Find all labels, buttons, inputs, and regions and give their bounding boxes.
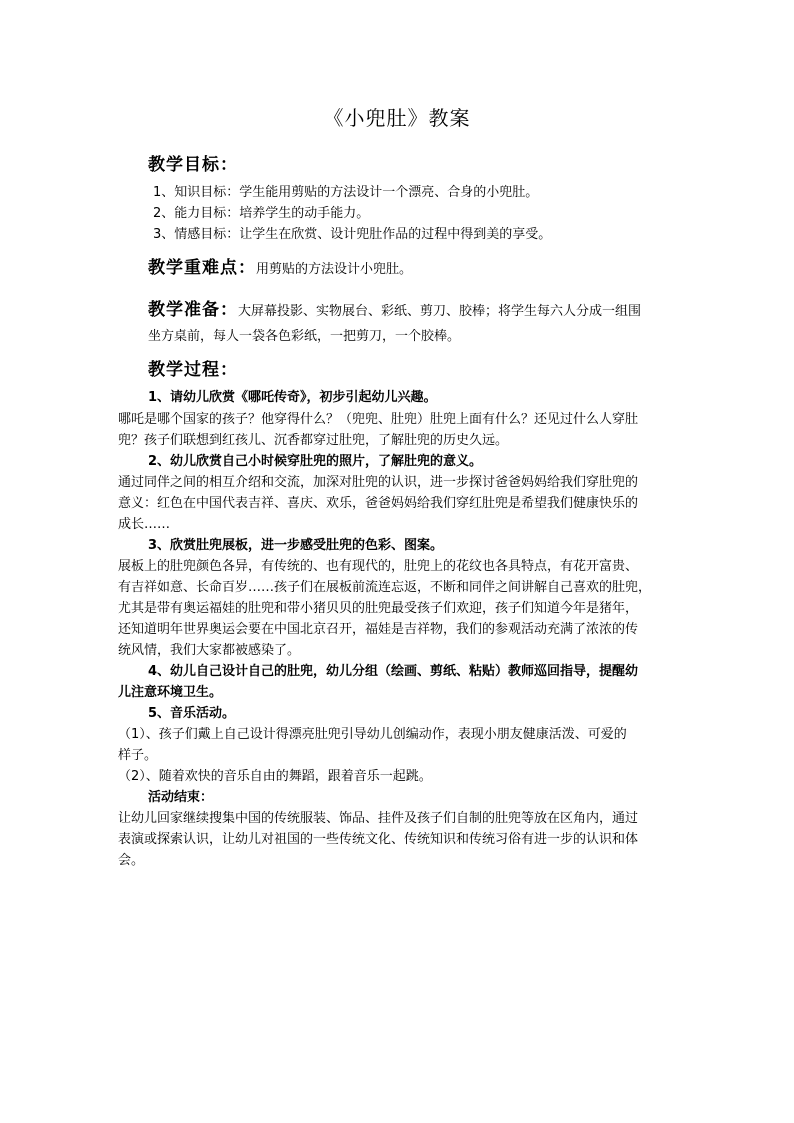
- step-3-text-1: 展板上的肚兜颜色各异，有传统的、也有现代的，肚兜上的花纹也各具特点，有花开富贵、: [118, 559, 639, 574]
- step-2-text-3: 成长……: [118, 517, 171, 532]
- step-2-title: 2、幼儿欣赏自己小时候穿肚兜的照片，了解肚兜的意义。: [148, 454, 483, 469]
- goals-heading: 教学目标：: [148, 155, 238, 175]
- end-title: 活动结束：: [148, 790, 214, 805]
- step-2-text-1: 通过同伴之间的相互介绍和交流，加深对肚兜的认识，进一步探讨爸爸妈妈给我们穿肚兜的: [118, 475, 639, 490]
- step-5-item-1a: （1）、孩子们戴上自己设计得漂亮肚兜引导幼儿创编动作，表现小朋友健康活泼、可爱的: [118, 727, 627, 742]
- step-1-text-1: 哪吒是哪个国家的孩子？他穿得什么？（兜兜、肚兜）肚兜上面有什么？还见过什么人穿肚: [118, 412, 639, 427]
- step-3-title: 3、欣赏肚兜展板，进一步感受肚兜的色彩、图案。: [148, 538, 444, 553]
- difficulty-heading-label: 教学重难点：: [148, 258, 256, 278]
- step-5-title: 5、音乐活动。: [148, 706, 236, 721]
- prep-text-2: 坐方桌前，每人一袋各色彩纸，一把剪刀，一个胶棒。: [148, 329, 461, 344]
- end-text-3: 会。: [118, 853, 145, 868]
- goal-item-1: 1、知识目标：学生能用剪贴的方法设计一个漂亮、合身的小兜肚。: [153, 185, 539, 200]
- process-heading: 教学过程：: [148, 360, 238, 380]
- goal-item-2: 2、能力目标：培养学生的动手能力。: [153, 206, 370, 221]
- step-3-text-3: 尤其是带有奥运福娃的肚兜和带小猪贝贝的肚兜最受孩子们欢迎，孩子们知道今年是猪年，: [118, 601, 639, 616]
- end-text-1: 让幼儿回家继续搜集中国的传统服装、饰品、挂件及孩子们自制的肚兜等放在区角内，通过: [118, 811, 639, 826]
- step-2-text-2: 意义：红色在中国代表吉祥、喜庆、欢乐，爸爸妈妈给我们穿红肚兜是希望我们健康快乐的: [118, 496, 639, 511]
- end-text-2: 表演或探索认识，让幼儿对祖国的一些传统文化、传统知识和传统习俗有进一步的认识和体: [118, 832, 639, 847]
- goal-item-3: 3、情感目标：让学生在欣赏、设计兜肚作品的过程中得到美的享受。: [153, 227, 552, 242]
- step-3-text-5: 统风情，我们大家都被感染了。: [118, 643, 301, 658]
- difficulty-heading: [148, 253, 412, 278]
- step-1-title: 1、请幼儿欣赏《哪吒传奇》，初步引起幼儿兴趣。: [148, 390, 437, 405]
- step-3-text-2: 有吉祥如意、长命百岁……孩子们在展板前流连忘返，不断和同伴之间讲解自己喜欢的肚兜，: [118, 580, 652, 595]
- step-3-text-4: 还知道明年世界奥运会要在中国北京召开，福娃是吉祥物，我们的参观活动充满了浓浓的传: [118, 622, 639, 637]
- step-5-item-1b: 样子。: [118, 748, 158, 763]
- prep-text-1: 大屏幕投影、实物展台、彩纸、剪刀、胶棒；将学生每六人分成一组围: [238, 304, 642, 319]
- step-4-title-1: 4、幼儿自己设计自己的肚兜，幼儿分组（绘画、剪纸、粘贴）教师巡回指导，提醒幼: [148, 664, 639, 679]
- step-5-item-2: （2）、随着欢快的音乐自由的舞蹈，跟着音乐一起跳。: [118, 769, 432, 784]
- difficulty-text: 用剪贴的方法设计小兜肚。: [256, 262, 413, 277]
- prep-heading: [148, 295, 641, 320]
- step-1-text-2: 兜？孩子们联想到红孩儿、沉香都穿过肚兜，了解肚兜的历史久远。: [118, 433, 509, 448]
- step-4-title-2: 儿注意环境卫生。: [118, 685, 223, 700]
- document-title: 《小兜肚》教案: [323, 106, 471, 130]
- prep-heading-label: 教学准备：: [148, 300, 238, 320]
